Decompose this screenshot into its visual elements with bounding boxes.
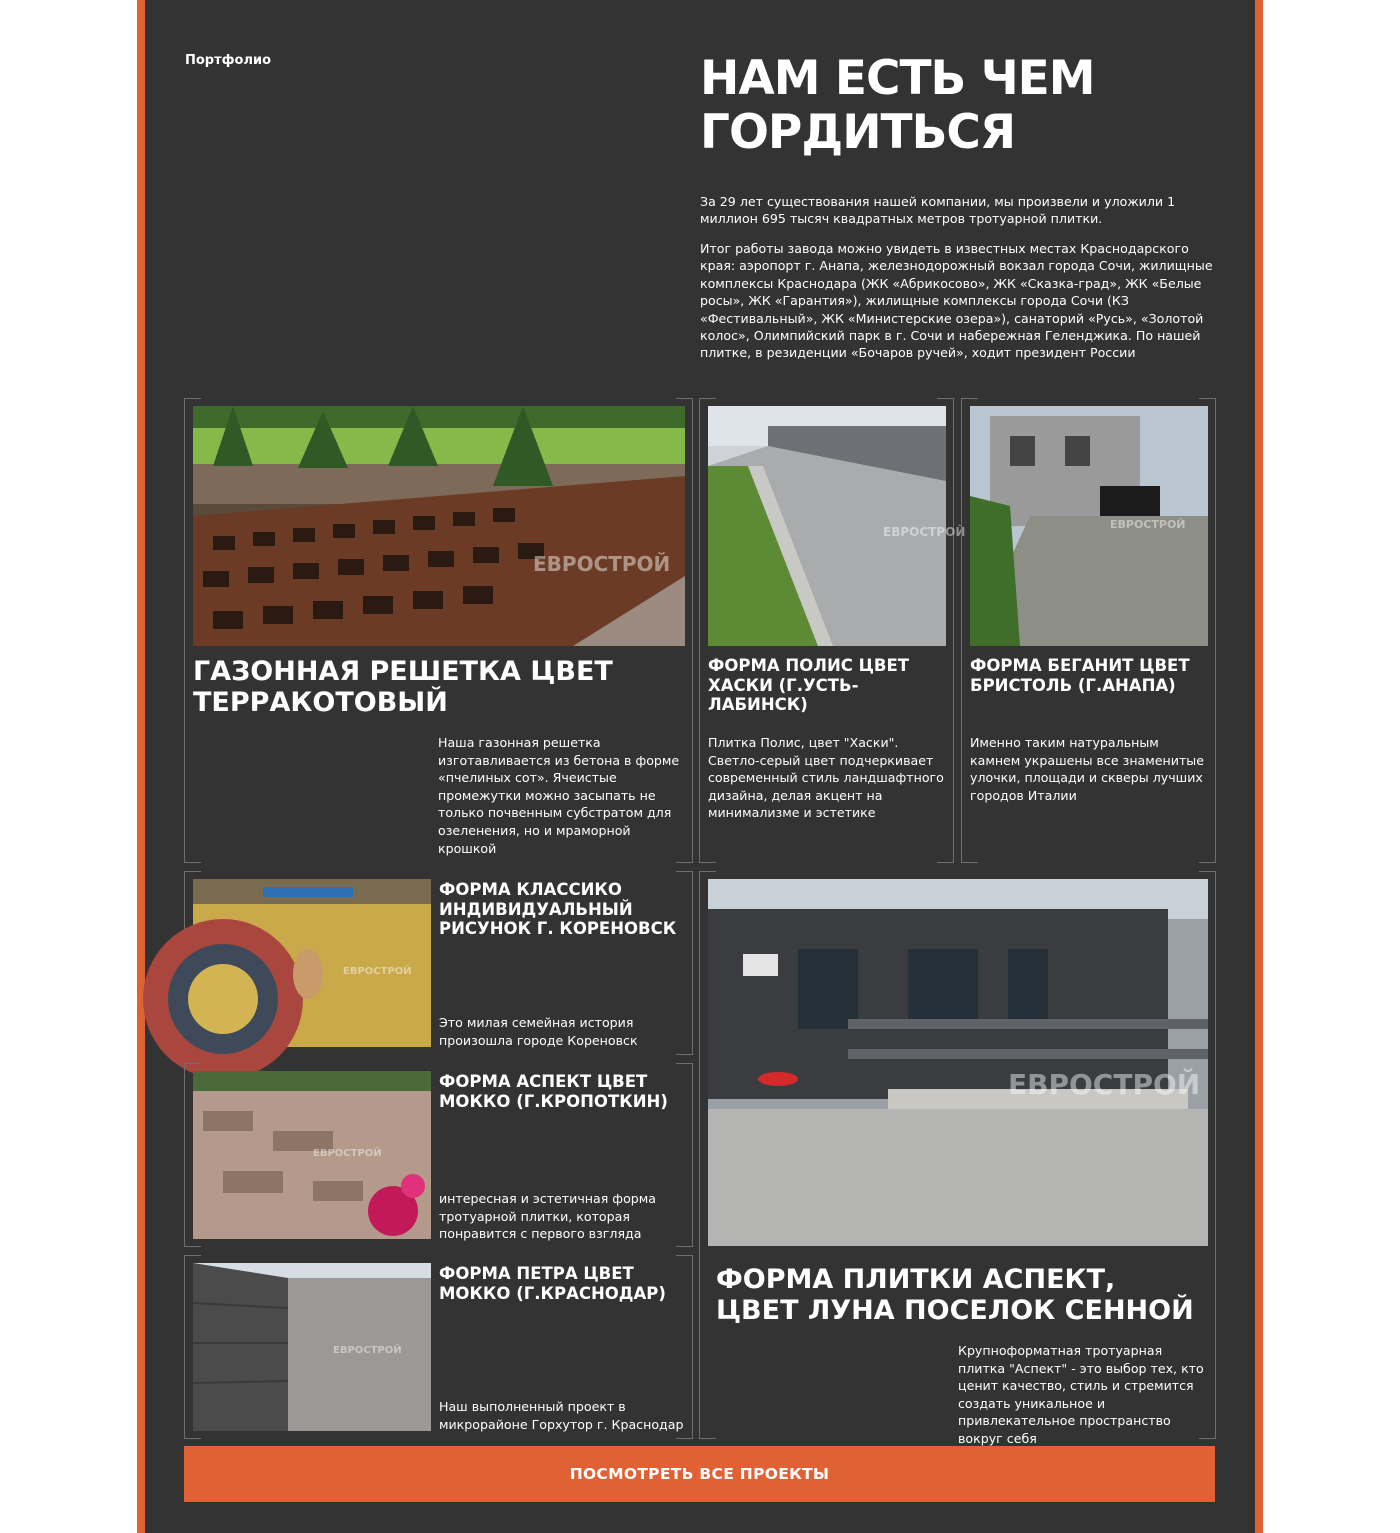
project-photo xyxy=(708,879,1208,1246)
project-photo xyxy=(970,406,1208,646)
section-label: Портфолио xyxy=(185,53,272,68)
project-title: ГАЗОННАЯ РЕШЕТКА ЦВЕТ ТЕРРАКОТОВЫЙ xyxy=(193,656,613,718)
watermark-text: ЕВРОСТРОЙ xyxy=(313,1148,382,1159)
project-card[interactable] xyxy=(184,1063,693,1247)
watermark-text: ЕВРОСТРОЙ xyxy=(533,552,671,576)
project-description: интересная и эстетичная форма тротуарной плитки, которая понравится с первого взгляда xyxy=(439,1191,656,1242)
project-card[interactable] xyxy=(184,1255,693,1439)
project-description: Плитка Полис, цвет "Хаски". Светло-серый цвет подчеркивает современный стиль ландшафтного дизайна, делая акцент на минимализме и эстетике xyxy=(708,735,944,821)
watermark-text: ЕВРОСТРОЙ xyxy=(1008,1068,1201,1101)
project-description: Наш выполненный проект в микрорайоне Горхутор г. Краснодар xyxy=(439,1399,684,1432)
project-photo xyxy=(193,1263,431,1431)
project-title: ФОРМА КЛАССИКО ИНДИВИДУАЛЬНЫЙ РИСУНОК Г. КОРЕНОВСК xyxy=(439,880,677,938)
view-all-projects-button[interactable]: ПОСМОТРЕТЬ ВСЕ ПРОЕКТЫ xyxy=(184,1446,1215,1502)
project-photo xyxy=(193,406,685,646)
intro-paragraph-2: Итог работы завода можно увидеть в известных местах Краснодарского края: аэропорт г. Анапа, железнодорожный вокзал города Сочи, жилищные комплексы Краснодара (ЖК «Абрикосово», ЖК «Сказка-град», ЖК «Белые росы», ЖК «Гарантия»), жилищные комплексы города Сочи (КЗ «Фестивальный», ЖК «Министерские озера»), санаторий «Русь», «Золотой колос», Олимпийский парк в г. Сочи и набережная Геленджика. По нашей плитке, в резиденции «Бочаров ручей», ходит президент России xyxy=(700,241,1213,361)
watermark-text: ЕВРОСТРОЙ xyxy=(343,966,412,977)
project-title: ФОРМА АСПЕКТ ЦВЕТ МОККО (Г.КРОПОТКИН) xyxy=(439,1072,668,1111)
page-title: НАМ ЕСТЬ ЧЕМ ГОРДИТЬСЯ xyxy=(700,51,1095,160)
project-title: ФОРМА БЕГАНИТ ЦВЕТ БРИСТОЛЬ (Г.АНАПА) xyxy=(970,656,1190,695)
project-description: Крупноформатная тротуарная плитка "Аспект" - это выбор тех, кто ценит качество, стиль и стремится создать уникальное и привлекательное пространство вокруг себя xyxy=(958,1343,1204,1446)
watermark-text: ЕВРОСТРОЙ xyxy=(1110,518,1186,531)
project-description: Именно таким натуральным камнем украшены все знаменитые улочки, площади и скверы лучших городов Италии xyxy=(970,735,1204,803)
project-photo xyxy=(193,1071,431,1239)
intro-paragraph-1: За 29 лет существования нашей компании, мы произвели и уложили 1 миллион 695 тысяч квадратных метров тротуарной плитки. xyxy=(700,194,1176,227)
project-description: Это милая семейная история произошла городе Кореновск xyxy=(439,1015,638,1048)
project-title: ФОРМА ПОЛИС ЦВЕТ ХАСКИ (Г.УСТЬ-ЛАБИНСК) xyxy=(708,656,910,714)
watermark-text: ЕВРОСТРОЙ xyxy=(883,525,966,539)
project-card[interactable] xyxy=(184,398,693,863)
project-card[interactable] xyxy=(699,398,966,863)
project-photo xyxy=(193,879,431,1047)
project-photo xyxy=(708,406,966,646)
project-title: ФОРМА ПЕТРА ЦВЕТ МОККО (Г.КРАСНОДАР) xyxy=(439,1264,666,1303)
watermark-text: ЕВРОСТРОЙ xyxy=(333,1345,402,1356)
project-description: Наша газонная решетка изготавливается из бетона в форме «пчелиных сот». Ячеистые промежутки можно засыпать не только почвенным субстратом для озеленения, но и мраморной крошкой xyxy=(438,735,680,856)
project-card[interactable] xyxy=(699,871,1216,1446)
project-title: ФОРМА ПЛИТКИ АСПЕКТ, ЦВЕТ ЛУНА ПОСЕЛОК СЕННОЙ xyxy=(716,1264,1194,1326)
project-card[interactable] xyxy=(184,871,693,1055)
project-card[interactable] xyxy=(961,398,1216,863)
